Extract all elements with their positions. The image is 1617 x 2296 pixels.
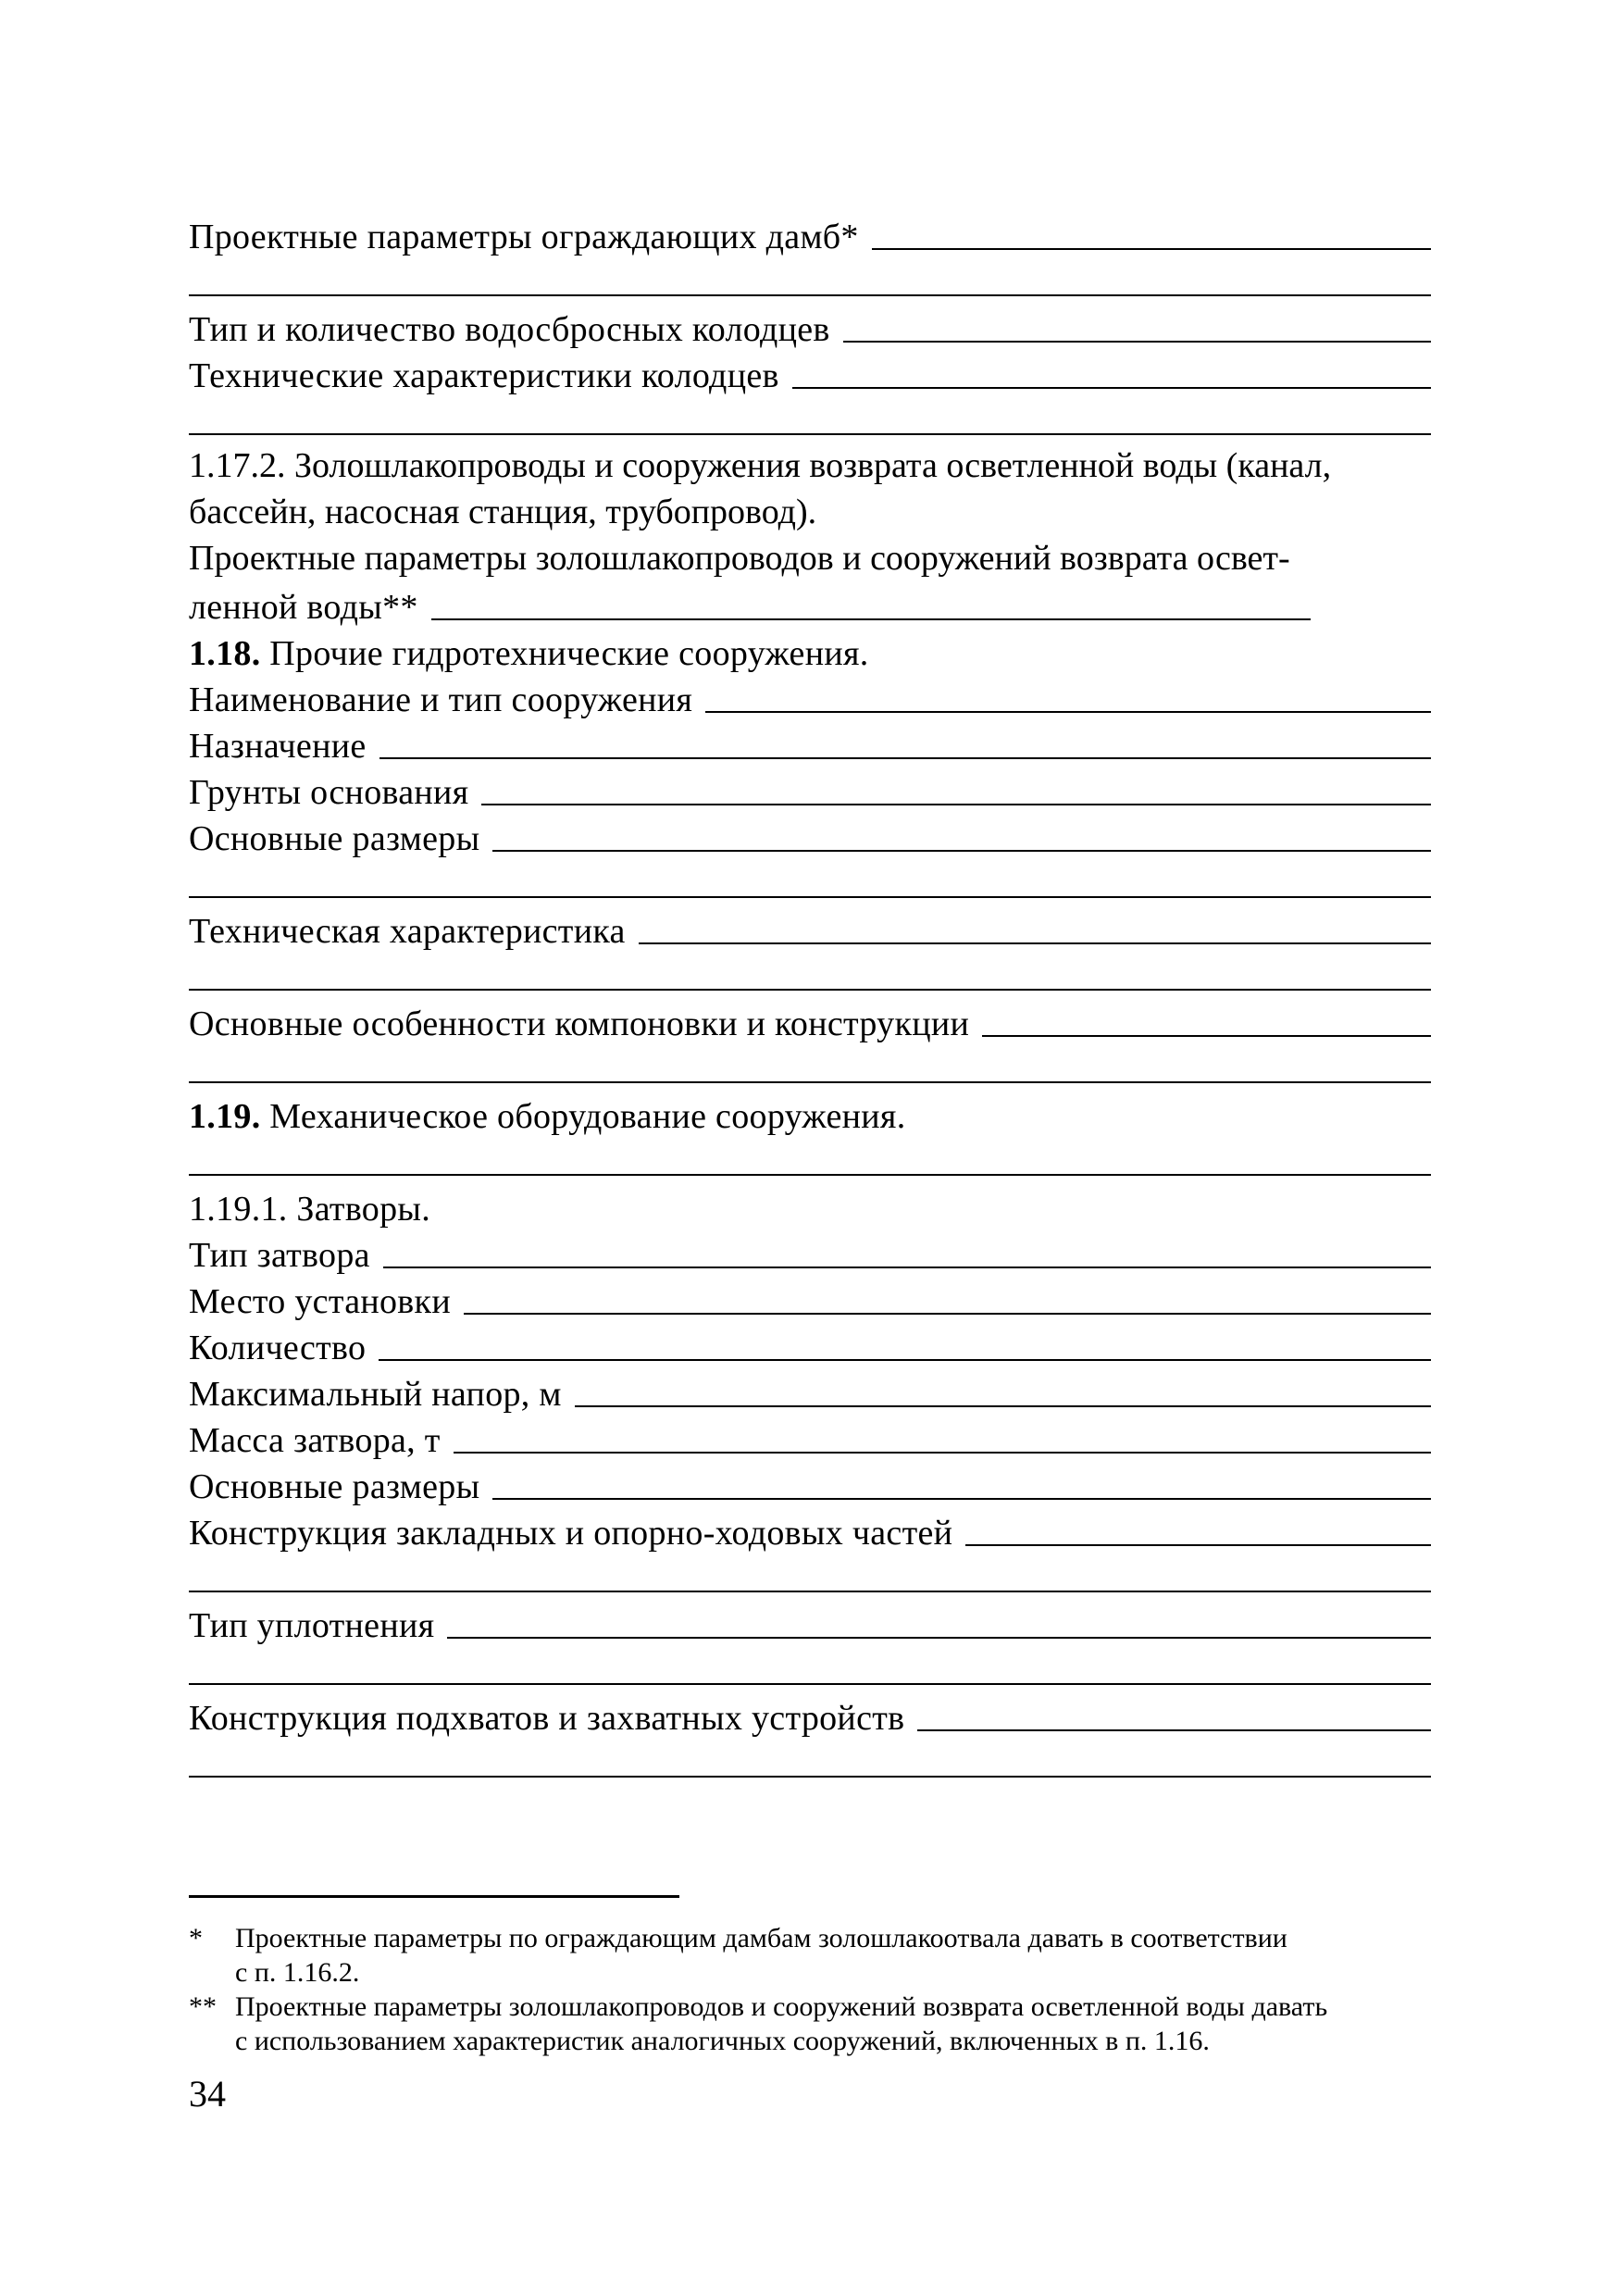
fill-line[interactable]	[189, 294, 1431, 296]
fill-line[interactable]	[189, 1591, 1431, 1592]
field-purpose	[189, 720, 1431, 767]
field-seal-type	[189, 1600, 1431, 1646]
field-label: Техническая характеристика	[189, 912, 626, 951]
field-label: Грунты основания	[189, 773, 469, 812]
field-label: Количество	[189, 1329, 367, 1367]
field-pipeline-parameters	[189, 535, 1431, 581]
blank-line-row	[189, 1739, 1431, 1785]
field-label: Проектные параметры ограждающих дамб*	[189, 218, 859, 256]
footnote-1	[189, 1921, 1431, 1990]
section-1-19-heading	[189, 1091, 1431, 1137]
footnotes	[189, 1921, 1431, 2058]
fill-line[interactable]	[481, 804, 1431, 805]
section-1-17-2-heading	[189, 443, 1431, 535]
field-dam-parameters	[189, 211, 1431, 257]
field-foundation-soil	[189, 767, 1431, 813]
field-label: Наименование и тип сооружения	[189, 680, 693, 719]
field-label: Тип и количество водосбросных колодцев	[189, 310, 830, 349]
blank-line-row	[189, 952, 1431, 998]
field-label: Основные особенности компоновки и конструкции	[189, 1004, 970, 1043]
fill-line[interactable]	[383, 1267, 1431, 1268]
field-label: Конструкция подхватов и захватных устройств	[189, 1699, 905, 1738]
blank-line-row	[189, 1044, 1431, 1091]
footnote-mark: *	[189, 1923, 203, 1953]
footnote-text: с п. 1.16.2.	[235, 1957, 360, 1988]
section-1-19-1-heading	[189, 1183, 1431, 1229]
fill-line[interactable]	[379, 1359, 1431, 1361]
fill-line[interactable]	[189, 433, 1431, 435]
field-label: Тип затвора	[189, 1236, 370, 1275]
fill-line[interactable]	[189, 989, 1431, 991]
section-1-18-heading	[189, 628, 1431, 674]
field-label: ленной воды**	[189, 588, 418, 627]
section-title: 1.19.1. Затворы.	[189, 1190, 431, 1229]
field-quantity	[189, 1322, 1431, 1368]
fill-line[interactable]	[189, 1683, 1431, 1685]
fill-line[interactable]	[464, 1313, 1431, 1315]
field-structure-name	[189, 674, 1431, 720]
fill-line[interactable]	[189, 1081, 1431, 1083]
fill-line[interactable]	[965, 1544, 1431, 1546]
fill-line[interactable]	[379, 757, 1431, 759]
field-label: Масса затвора, т	[189, 1421, 441, 1460]
field-label: Технические характеристики колодцев	[189, 356, 779, 395]
section-number: 1.19.	[189, 1097, 261, 1136]
fill-line[interactable]	[705, 711, 1431, 713]
fill-line[interactable]	[917, 1729, 1431, 1731]
field-pipeline-parameters-cont	[189, 581, 1431, 628]
fill-line[interactable]	[189, 1174, 1431, 1176]
field-max-head	[189, 1368, 1431, 1415]
blank-line-row	[189, 1137, 1431, 1183]
field-gate-dimensions	[189, 1461, 1431, 1507]
field-label: Конструкция закладных и опорно-ходовых частей	[189, 1514, 953, 1553]
blank-line-row	[189, 1554, 1431, 1600]
fill-line[interactable]	[431, 618, 1311, 620]
fill-line[interactable]	[843, 341, 1431, 343]
section-heading-line: 1.17.2. Золошлакопроводы и сооружения возврата осветленной воды (канал,	[189, 446, 1332, 485]
fill-line[interactable]	[982, 1035, 1431, 1037]
field-technical-characteristic	[189, 905, 1431, 952]
section-title: Механическое оборудование сооружения.	[260, 1097, 906, 1136]
blank-line-row	[189, 396, 1431, 443]
fill-line[interactable]	[492, 850, 1431, 852]
field-layout-features	[189, 998, 1431, 1044]
field-label: Основные размеры	[189, 819, 480, 858]
section-title: Прочие гидротехнические сооружения.	[260, 634, 869, 673]
fill-line[interactable]	[792, 387, 1431, 389]
blank-line-row	[189, 859, 1431, 905]
fill-line[interactable]	[189, 1776, 1431, 1778]
fill-line[interactable]	[872, 248, 1431, 250]
footnote-text: с использованием характеристик аналогичных сооружений, включенных в п. 1.16.	[235, 2026, 1210, 2056]
field-gate-mass	[189, 1415, 1431, 1461]
field-gate-type	[189, 1229, 1431, 1276]
footnote-separator	[189, 1895, 679, 1898]
field-installation-place	[189, 1276, 1431, 1322]
field-label: Назначение	[189, 727, 367, 766]
fill-line[interactable]	[447, 1637, 1431, 1639]
blank-line-row	[189, 257, 1431, 304]
field-label: Максимальный напор, м	[189, 1375, 562, 1414]
footnote-text: Проектные параметры золошлакопроводов и сооружений возврата осветленной воды давать	[235, 1991, 1328, 2022]
field-wells-characteristics	[189, 350, 1431, 396]
fill-line[interactable]	[189, 896, 1431, 898]
page-number: 34	[189, 2073, 226, 2115]
field-embedded-parts	[189, 1507, 1431, 1554]
field-spillway-wells-type	[189, 304, 1431, 350]
field-label: Место установки	[189, 1282, 451, 1321]
footnote-mark: **	[189, 1991, 217, 2022]
field-label: Тип уплотнения	[189, 1606, 435, 1645]
blank-line-row	[189, 1646, 1431, 1692]
field-grip-devices	[189, 1692, 1431, 1739]
footnote-text: Проектные параметры по ограждающим дамбам золошлакоотвала давать в соответствии	[235, 1923, 1287, 1953]
field-label: Проектные параметры золошлакопроводов и сооружений возврата освет-	[189, 539, 1290, 578]
section-number: 1.18.	[189, 634, 261, 673]
fill-line[interactable]	[454, 1452, 1431, 1454]
form-body	[189, 211, 1431, 1785]
fill-line[interactable]	[492, 1498, 1431, 1500]
section-heading-line: бассейн, насосная станция, трубопровод).	[189, 493, 817, 531]
footnote-2	[189, 1990, 1431, 2058]
fill-line[interactable]	[575, 1405, 1431, 1407]
field-main-dimensions	[189, 813, 1431, 859]
field-label: Основные размеры	[189, 1467, 480, 1506]
fill-line[interactable]	[639, 942, 1431, 944]
